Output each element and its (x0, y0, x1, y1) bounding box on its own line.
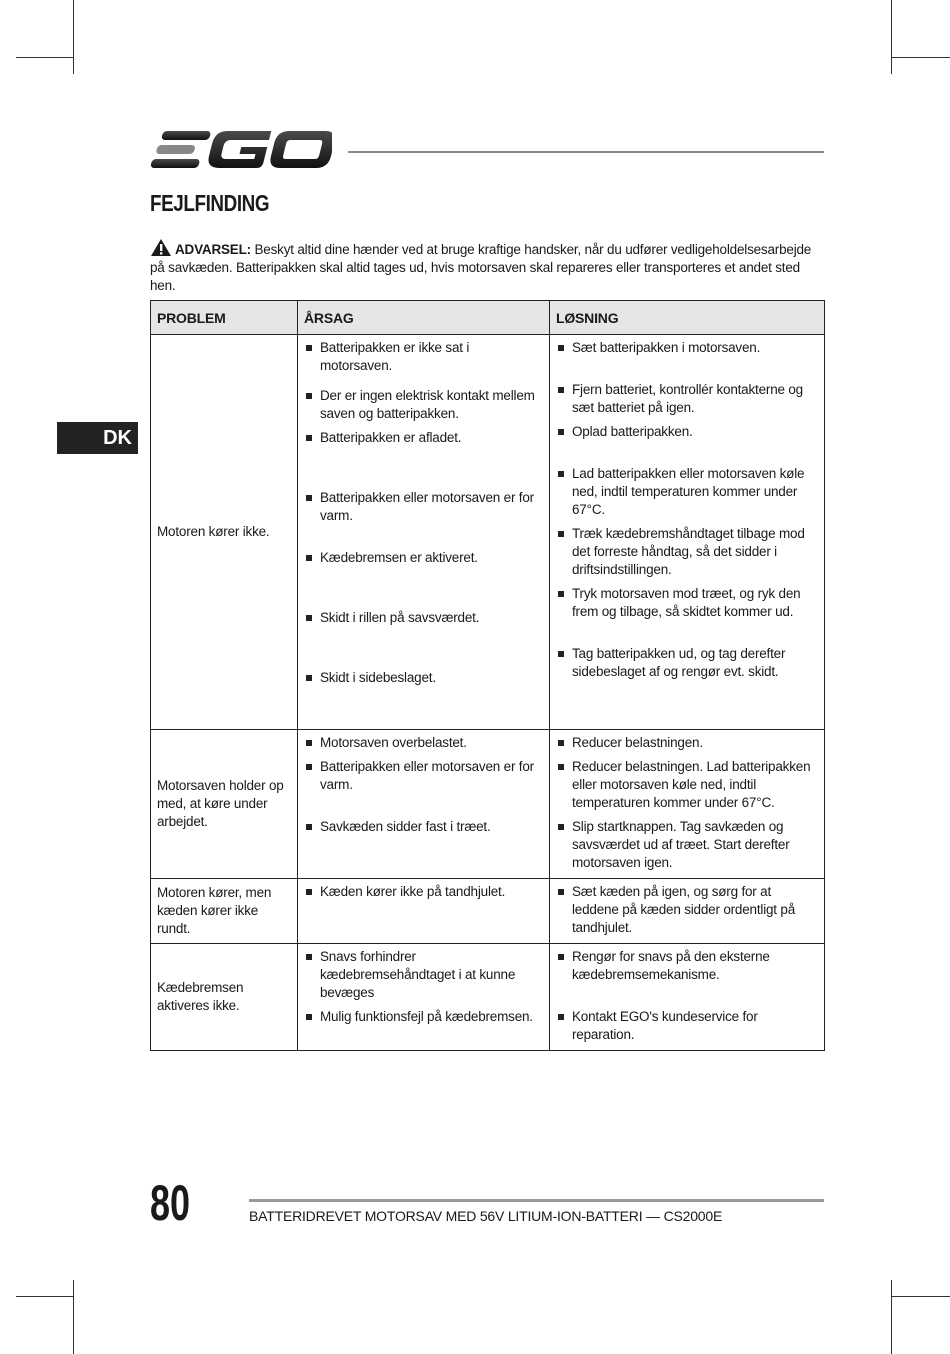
cause-item: Savkæden sidder fast i træet. (306, 818, 543, 872)
warning-notice (150, 238, 824, 295)
crop-mark (73, 1280, 74, 1354)
cause-item: Snavs forhindrer kædebremsehåndtaget i at kunne bevæges (306, 948, 543, 1002)
solution-item: Tag batteripakken ud, og tag derefter sidebeslaget af og rengør evt. skidt. (558, 645, 818, 699)
crop-mark (16, 57, 74, 58)
section-title: FEJLFINDING (150, 190, 270, 216)
solution-item: Slip startknappen. Tag savkæden og savsværdet ud af træet. Start derefter motorsaven igen. (558, 818, 818, 872)
table-row (151, 730, 825, 879)
header-rule (348, 151, 824, 153)
page-number: 80 (150, 1175, 191, 1231)
solution-item: Tryk motorsaven mod træet, og ryk den frem og tilbage, så skidtet kommer ud. (558, 585, 818, 639)
warning-label: ADVARSEL: (175, 242, 251, 257)
table-row (151, 879, 825, 944)
column-header-problem: PROBLEM (151, 301, 298, 335)
table-header-row (151, 301, 825, 335)
ego-logo-icon (150, 128, 332, 172)
solution-item: Oplad batteripakken. (558, 423, 818, 459)
cause-item: Der er ingen elektrisk kontakt mellem saven og batteripakken. (306, 387, 543, 423)
cause-item: Batteripakken er ikke sat i motorsaven. (306, 339, 543, 381)
cause-item: Motorsaven overbelastet. (306, 734, 543, 752)
solution-item: Rengør for snavs på den eksterne kædebremsemekanisme. (558, 948, 818, 1002)
cause-cell (298, 335, 550, 730)
cause-item: Mulig funktionsfejl på kædebremsen. (306, 1008, 543, 1044)
solution-item: Sæt kæden på igen, og sørg for at leddene på kæden sidder ordentligt på tandhjulet. (558, 883, 818, 937)
solution-cell (550, 879, 825, 944)
problem-cell: Motoren kører ikke. (151, 335, 298, 730)
solution-item: Reducer belastningen. (558, 734, 818, 752)
cause-cell (298, 730, 550, 879)
solution-cell (550, 730, 825, 879)
footer-rule (249, 1199, 824, 1202)
language-tab: DK (57, 422, 138, 454)
cause-item: Skidt i sidebeslaget. (306, 669, 543, 723)
crop-mark (891, 1280, 892, 1354)
solution-item: Fjern batteriet, kontrollér kontakterne og sæt batteriet på igen. (558, 381, 818, 417)
problem-cell: Kædebremsen aktiveres ikke. (151, 944, 298, 1051)
cause-item: Kæden kører ikke på tandhjulet. (306, 883, 543, 937)
cause-item: Kædebremsen er aktiveret. (306, 549, 543, 603)
table-row (151, 335, 825, 730)
solution-cell (550, 335, 825, 730)
cause-cell (298, 879, 550, 944)
problem-cell: Motorsaven holder op med, at køre under arbejdet. (151, 730, 298, 879)
solution-cell (550, 944, 825, 1051)
solution-item: Træk kædebremshåndtaget tilbage mod det forreste håndtag, så det sidder i driftsindstillingen. (558, 525, 818, 579)
problem-cell: Motoren kører, men kæden kører ikke rundt. (151, 879, 298, 944)
solution-item: Lad batteripakken eller motorsaven køle ned, indtil temperaturen kommer under 67°C. (558, 465, 818, 519)
cause-cell (298, 944, 550, 1051)
cause-item: Skidt i rillen på savsværdet. (306, 609, 543, 663)
cause-item: Batteripakken eller motorsaven er for varm. (306, 489, 543, 543)
table-row (151, 944, 825, 1051)
solution-item: Sæt batteripakken i motorsaven. (558, 339, 818, 375)
cause-item: Batteripakken er afladet. (306, 429, 543, 483)
cause-item: Batteripakken eller motorsaven er for varm. (306, 758, 543, 812)
warning-text: Beskyt altid dine hænder ved at bruge kraftige handsker, når du udfører vedligeholdelsesarbejde på savkæden. Batteripakken skal altid tages ud, hvis motorsaven skal repareres eller transporteres et andet sted hen. (150, 242, 812, 293)
crop-mark (73, 0, 74, 74)
solution-item: Reducer belastningen. Lad batteripakken eller motorsaven køle ned, indtil temperaturen kommer under 67°C. (558, 758, 818, 812)
crop-mark (891, 1296, 950, 1297)
troubleshooting-table (150, 300, 825, 1051)
solution-item: Kontakt EGO's kundeservice for reparation. (558, 1008, 818, 1044)
crop-mark (891, 0, 892, 74)
column-header-solution: LØSNING (550, 301, 825, 335)
crop-mark (891, 57, 950, 58)
column-header-cause: ÅRSAG (298, 301, 550, 335)
warning-triangle-icon (150, 238, 172, 257)
crop-mark (16, 1296, 74, 1297)
footer-title: BATTERIDREVET MOTORSAV MED 56V LITIUM-ION-BATTERI — CS2000E (249, 1208, 723, 1224)
